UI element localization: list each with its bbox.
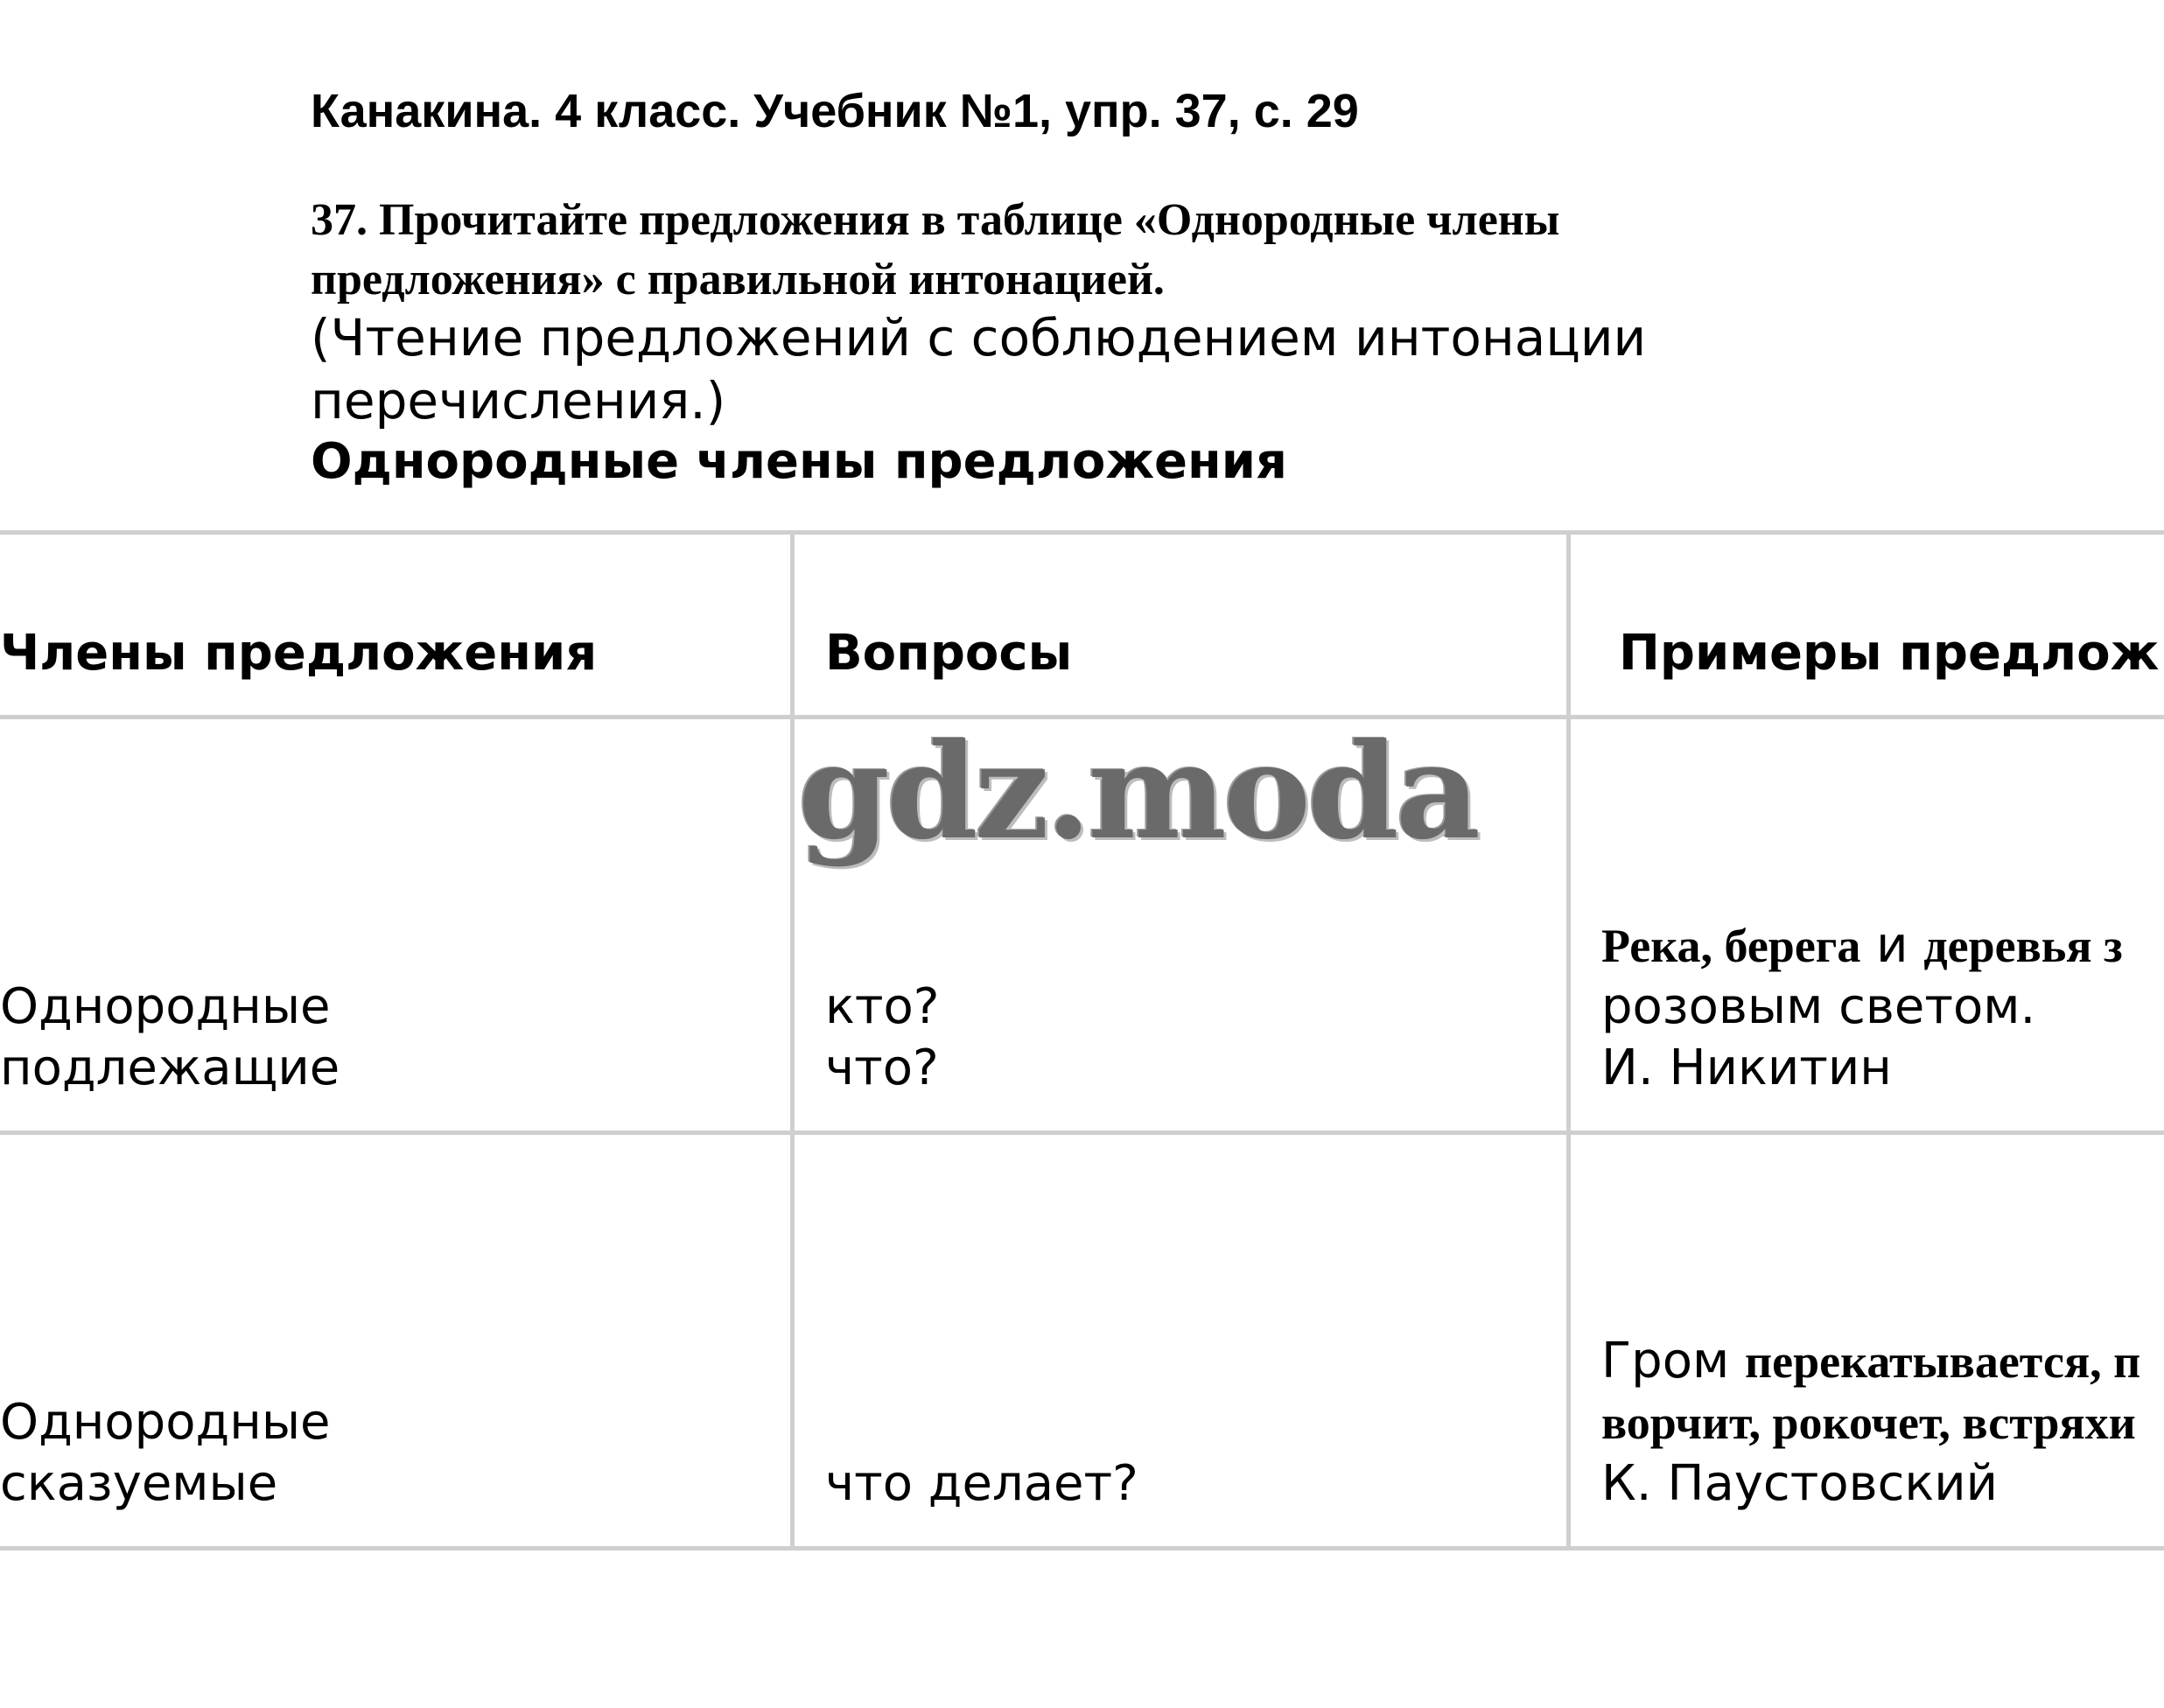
- row2-example: [1601, 1331, 2140, 1515]
- answer-text: [311, 306, 1646, 432]
- task-line-1: 37. Прочитайте предложения в таблице «Однородные члены: [311, 195, 1560, 245]
- homogeneous-members-table: [0, 530, 2164, 1550]
- row1-example-subject-b: деревья з: [1923, 920, 2123, 972]
- task-text: [311, 191, 1559, 310]
- row2-example-predicate-a: перекатывается, п: [1745, 1335, 2141, 1388]
- row1-question-2: что?: [825, 1040, 939, 1096]
- row2-example-author: К. Паустовский: [1601, 1455, 1999, 1512]
- row1-member-line-1: Однородные: [0, 978, 331, 1035]
- answer-line-2: перечисления.): [311, 371, 726, 430]
- answer-line-1: (Чтение предложений с соблюдением интонации: [311, 308, 1647, 368]
- header-questions: Вопросы: [825, 625, 1073, 682]
- row2-member-line-1: Однородные: [0, 1394, 331, 1451]
- row2-example-line-2: ворчит, рокочет, встряхи: [1601, 1396, 2136, 1449]
- row1-example-line-2: розовым светом.: [1601, 978, 2036, 1035]
- table-border-row1: [0, 1130, 2164, 1135]
- row1-question-1: кто?: [825, 978, 940, 1035]
- row1-example-author: И. Никитин: [1601, 1040, 1892, 1096]
- table-border-top: [0, 530, 2164, 535]
- row1-member-line-2: подлежащие: [0, 1040, 340, 1096]
- task-line-2: предложения» с правильной интонацией.: [311, 255, 1165, 304]
- row2-questions: [825, 1453, 1138, 1515]
- watermark-logo: gdz.moda: [798, 715, 1478, 869]
- row1-example-subject-a: Река, берега: [1601, 920, 1861, 972]
- row2-member-line-2: сказуемые: [0, 1455, 278, 1512]
- table-border-col1: [790, 530, 795, 1550]
- row1-questions: [825, 976, 939, 1099]
- header-members: Члены предложения: [0, 625, 598, 682]
- row1-example-conjunction: и: [1860, 917, 1924, 974]
- header-title: Канакина. 4 класс. Учебник №1, упр. 37, с. 29: [311, 85, 1359, 137]
- header-examples: Примеры предлож: [1619, 625, 2160, 682]
- table-title: Однородные члены предложения: [311, 433, 1287, 490]
- row2-example-subject: Гром: [1601, 1333, 1746, 1390]
- table-border-bottom: [0, 1546, 2164, 1550]
- row1-example: [1601, 915, 2123, 1099]
- row1-member: [0, 976, 340, 1099]
- row2-question-1: что делает?: [825, 1455, 1138, 1512]
- row2-member: [0, 1392, 330, 1515]
- row2-example-line-1: [1601, 1331, 2140, 1392]
- table-border-col2: [1566, 530, 1571, 1550]
- row1-example-line-1: [1601, 915, 2123, 976]
